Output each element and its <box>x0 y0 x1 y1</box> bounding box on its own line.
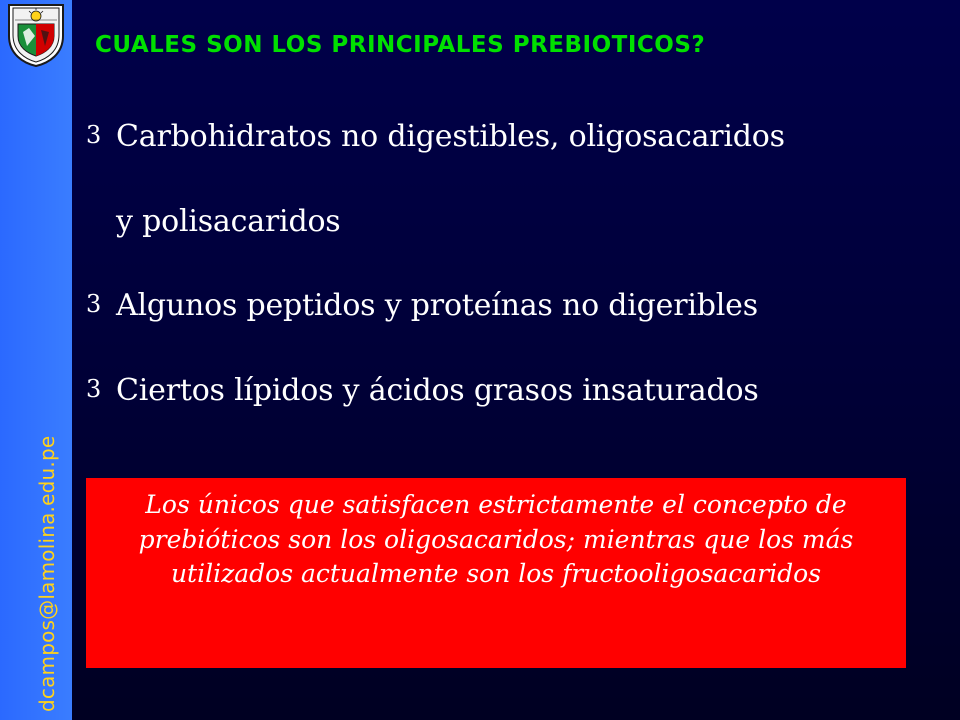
slide-title: CUALES SON LOS PRINCIPALES PREBIOTICOS? <box>95 32 706 58</box>
bullet-2: Algunos peptidos y proteínas no digeribles <box>116 288 758 323</box>
sidebar-strip <box>0 0 72 720</box>
bullet-1-line-2: y polisacaridos <box>116 204 341 239</box>
university-crest-icon <box>5 2 67 68</box>
highlight-box <box>86 478 906 668</box>
bullet-icon: 3 <box>86 375 102 403</box>
bullet-3: Ciertos lípidos y ácidos grasos insaturados <box>116 373 759 408</box>
bullet-icon: 3 <box>86 290 102 318</box>
highlight-text: Los únicos que satisfacen estrictamente el concepto de prebióticos son los oligosacaridos; mientras que los más utilizados actualmente son los fructooligosacaridos <box>138 490 854 588</box>
bullet-1-line-1: Carbohidratos no digestibles, oligosacaridos <box>116 119 785 154</box>
author-email: dcampos@lamolina.edu.pe <box>35 435 59 712</box>
bullet-icon: 3 <box>86 121 102 149</box>
